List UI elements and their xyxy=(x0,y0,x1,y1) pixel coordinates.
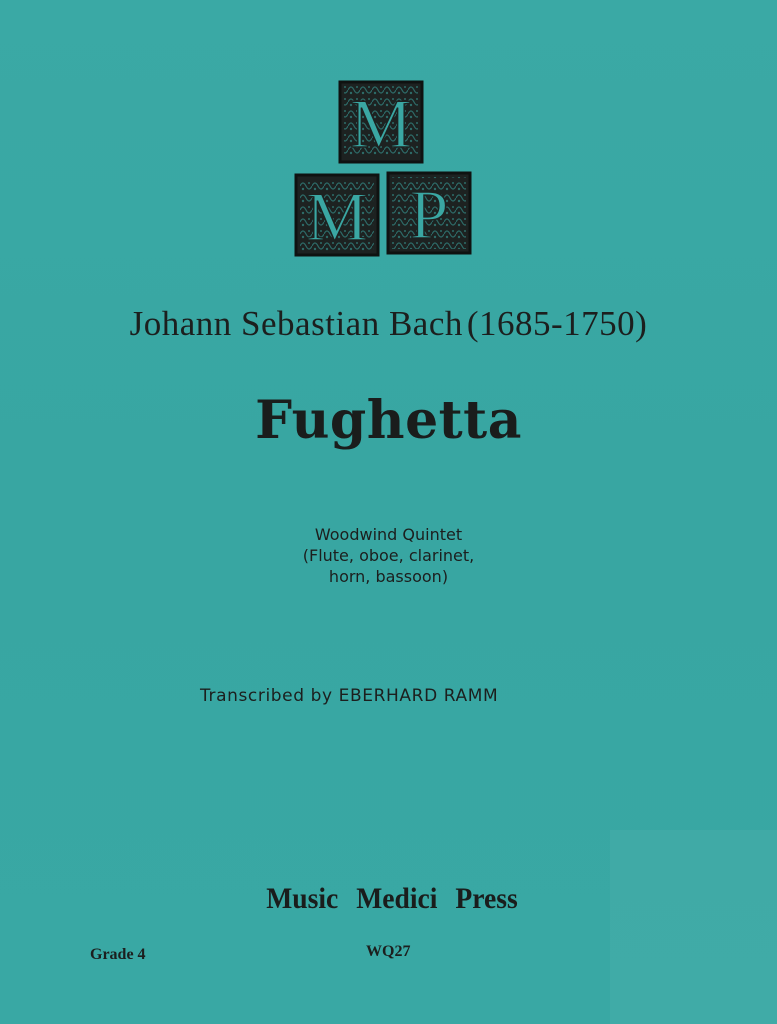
instrumentation-line-2: (Flute, oboe, clarinet, xyxy=(302,546,475,565)
mmp-logo xyxy=(0,0,777,270)
scan-shadow xyxy=(610,830,777,1024)
publisher-name: Music Medici Press xyxy=(266,882,518,915)
transcriber-credit: Transcribed by EBERHARD RAMM xyxy=(200,686,499,706)
logo-letter-left: M xyxy=(305,179,369,256)
composer-years: (1685-1750) xyxy=(466,304,648,343)
logo-block-top xyxy=(340,82,422,163)
instrumentation xyxy=(0,524,777,587)
work-title: Fughetta xyxy=(255,390,522,451)
logo-block-right xyxy=(388,173,470,254)
instrumentation-line-1: Woodwind Quintet xyxy=(314,525,463,544)
logo-letter-right: P xyxy=(409,177,449,254)
composer-name: Johann Sebastian Bach xyxy=(129,304,463,343)
composer-line xyxy=(0,304,777,344)
logo-block-left xyxy=(296,175,378,256)
instrumentation-line-3: horn, bassoon) xyxy=(328,567,449,586)
logo-letter-top: M xyxy=(349,86,413,163)
catalog-number: WQ27 xyxy=(366,943,411,960)
grade-label: Grade 4 xyxy=(90,946,146,963)
